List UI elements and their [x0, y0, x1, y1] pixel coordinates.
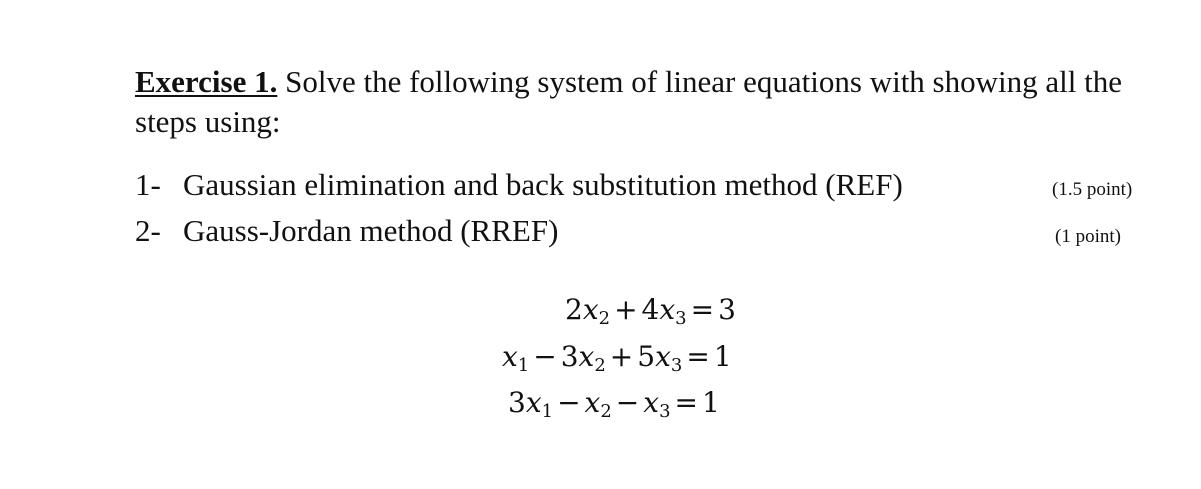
operator: −: [533, 340, 557, 373]
variable: x: [643, 386, 660, 419]
subscript: 2: [600, 401, 612, 422]
subscript: 2: [594, 355, 606, 376]
subscript: 1: [541, 401, 554, 422]
operator: +: [609, 340, 634, 373]
subscript: 3: [659, 401, 671, 422]
variable: x: [659, 293, 676, 326]
variable: x: [582, 293, 599, 326]
exercise-statement: [135, 62, 1165, 142]
variable: x: [578, 340, 595, 373]
equation-1: [565, 292, 736, 337]
subscript: 1: [517, 355, 530, 376]
variable: x: [584, 386, 601, 419]
coefficient: 3: [560, 340, 579, 373]
equals-sign: =: [690, 293, 715, 326]
task-text: Gauss-Jordan method (RREF): [183, 213, 559, 248]
exercise-text: Solve the following system of linear equations with showing all the steps using:: [135, 64, 1122, 139]
task-text: Gaussian elimination and back substitution method (REF): [183, 167, 903, 202]
variable: x: [655, 340, 671, 373]
coefficient: 5: [637, 340, 656, 373]
operator: −: [557, 386, 581, 419]
right-hand-side: 3: [718, 293, 736, 326]
equals-sign: =: [674, 386, 698, 419]
coefficient: 3: [508, 386, 526, 419]
variable: x: [502, 340, 518, 373]
operator: −: [615, 386, 640, 419]
subscript: 3: [675, 308, 687, 329]
equation-2: [502, 339, 732, 384]
task-item: [135, 167, 1145, 203]
subscript: 3: [670, 355, 683, 376]
equals-sign: =: [686, 340, 710, 373]
task-item: [135, 213, 1145, 249]
variable: x: [525, 386, 542, 419]
right-hand-side: 1: [713, 340, 732, 373]
equation-3: [508, 385, 720, 430]
task-number: 1-: [135, 167, 161, 202]
operator: +: [614, 293, 638, 326]
task-number: 2-: [135, 213, 161, 248]
task-points: (1.5 point): [1052, 179, 1133, 200]
subscript: 2: [598, 308, 611, 329]
right-hand-side: 1: [701, 386, 720, 419]
task-points: (1 point): [1055, 226, 1121, 247]
exercise-title: Exercise 1.: [135, 64, 278, 99]
coefficient: 4: [641, 293, 660, 326]
coefficient: 2: [565, 293, 583, 326]
